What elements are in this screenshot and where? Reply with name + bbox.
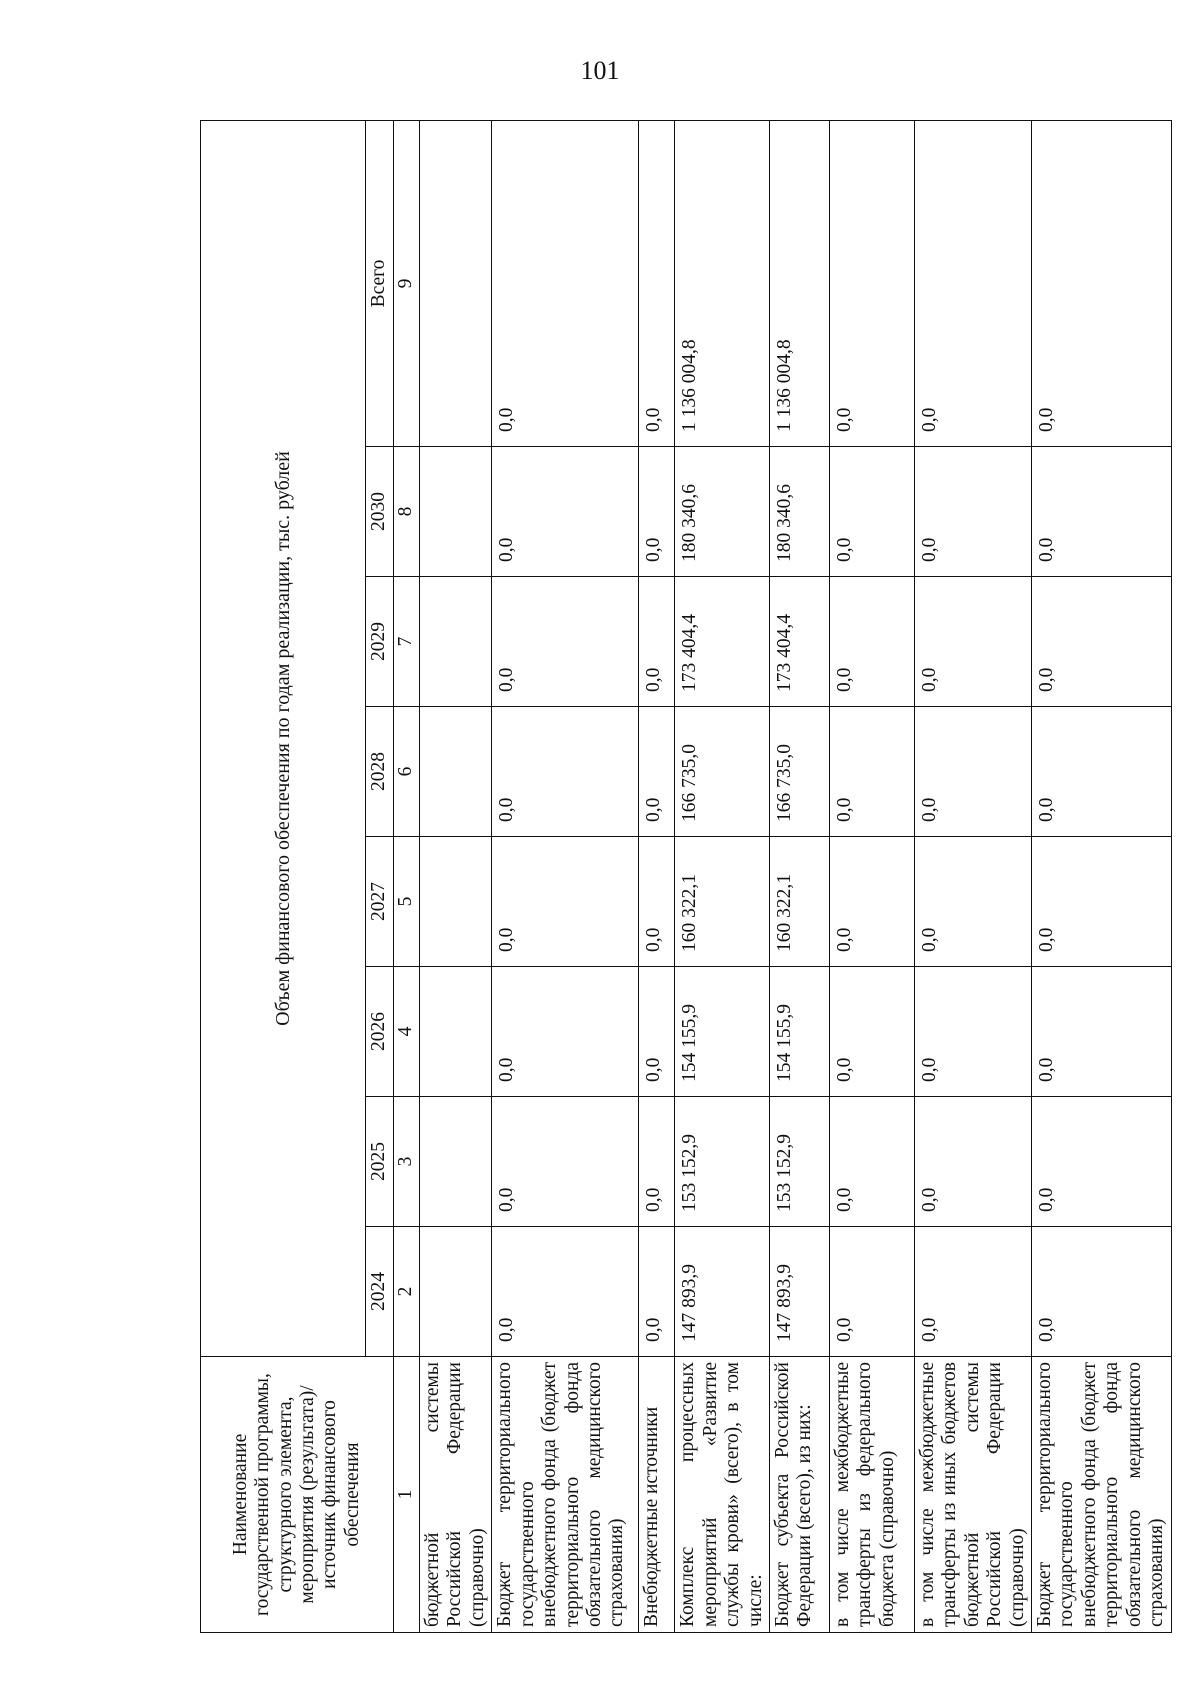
value-cell: 0,0 <box>639 447 675 577</box>
column-number: 5 <box>394 837 420 967</box>
value-cell: 0,0 <box>914 837 1031 967</box>
value-cell: 180 340,6 <box>769 447 829 577</box>
total-cell: 0,0 <box>492 120 639 446</box>
value-cell: 154 155,9 <box>769 967 829 1097</box>
value-cell: 0,0 <box>1032 577 1172 707</box>
name-column-header: Наименование государственной программы, структурного элемента, мероприятия (результата)/источник финансового обеспечения <box>201 1357 394 1633</box>
volume-header: Объем финансового обеспечения по годам реализации, тыс. рублей <box>201 120 366 1356</box>
financing-table <box>200 120 1172 1633</box>
value-cell: 166 735,0 <box>769 707 829 837</box>
year-header: 2029 <box>366 577 394 707</box>
total-cell: 0,0 <box>914 120 1031 446</box>
page-number: 101 <box>580 56 620 85</box>
total-cell: 0,0 <box>1032 120 1172 446</box>
table-row <box>914 120 1031 1632</box>
value-cell: 180 340,6 <box>675 447 770 577</box>
row-label: в том числе межбюджетные трансферты из федерального бюджета (справочно) <box>829 1357 914 1633</box>
value-cell: 0,0 <box>1032 837 1172 967</box>
row-label: в том числе межбюджетные трансферты из иных бюджетов бюджетной системы Российской Федерации (справочно) <box>914 1357 1031 1633</box>
value-cell: 0,0 <box>492 967 639 1097</box>
value-cell: 147 893,9 <box>675 1227 770 1357</box>
value-cell: 166 735,0 <box>675 707 770 837</box>
value-cell: 154 155,9 <box>675 967 770 1097</box>
row-label: Внебюджетные источники <box>639 1357 675 1633</box>
value-cell: 0,0 <box>639 967 675 1097</box>
value-cell: 0,0 <box>639 707 675 837</box>
value-cell <box>420 837 492 967</box>
total-cell: 1 136 004,8 <box>675 120 770 446</box>
value-cell <box>420 447 492 577</box>
value-cell: 0,0 <box>829 967 914 1097</box>
value-cell <box>420 1097 492 1227</box>
column-number: 2 <box>394 1227 420 1357</box>
column-number: 6 <box>394 707 420 837</box>
value-cell <box>420 1227 492 1357</box>
column-number: 7 <box>394 577 420 707</box>
table-row <box>492 120 639 1632</box>
value-cell: 0,0 <box>639 1227 675 1357</box>
table-row <box>639 120 675 1632</box>
value-cell: 0,0 <box>914 1097 1031 1227</box>
value-cell: 0,0 <box>639 837 675 967</box>
value-cell: 0,0 <box>829 837 914 967</box>
value-cell: 0,0 <box>1032 1227 1172 1357</box>
value-cell: 0,0 <box>914 967 1031 1097</box>
table-row <box>420 120 492 1632</box>
table-row <box>1032 120 1172 1632</box>
total-cell <box>420 120 492 446</box>
column-number: 3 <box>394 1097 420 1227</box>
rotated-table-container <box>200 121 1168 1633</box>
value-cell: 0,0 <box>1032 447 1172 577</box>
year-header: 2030 <box>366 447 394 577</box>
value-cell: 0,0 <box>829 447 914 577</box>
row-label: Комплекс процессных мероприятий «Развитие службы крови» (всего), в том числе: <box>675 1357 770 1633</box>
year-header: 2027 <box>366 837 394 967</box>
value-cell: 0,0 <box>914 447 1031 577</box>
value-cell: 0,0 <box>829 1227 914 1357</box>
value-cell: 160 322,1 <box>769 837 829 967</box>
value-cell: 173 404,4 <box>769 577 829 707</box>
total-header: Всего <box>366 120 394 446</box>
value-cell: 0,0 <box>914 707 1031 837</box>
table-row <box>675 120 770 1632</box>
value-cell: 0,0 <box>1032 967 1172 1097</box>
value-cell: 0,0 <box>829 1097 914 1227</box>
value-cell <box>420 577 492 707</box>
value-cell: 0,0 <box>829 577 914 707</box>
value-cell: 173 404,4 <box>675 577 770 707</box>
year-header: 2026 <box>366 967 394 1097</box>
total-cell: 0,0 <box>639 120 675 446</box>
value-cell: 0,0 <box>914 1227 1031 1357</box>
value-cell: 0,0 <box>492 1097 639 1227</box>
value-cell <box>420 967 492 1097</box>
column-number: 4 <box>394 967 420 1097</box>
year-header: 2025 <box>366 1097 394 1227</box>
value-cell: 0,0 <box>492 1227 639 1357</box>
table-row <box>769 120 829 1632</box>
total-cell: 0,0 <box>829 120 914 446</box>
value-cell: 153 152,9 <box>769 1097 829 1227</box>
row-label: Бюджет территориального государственного внебюджетного фонда (бюджет территориального фонда обязательного медицинского страхования) <box>492 1357 639 1633</box>
value-cell: 153 152,9 <box>675 1097 770 1227</box>
value-cell: 0,0 <box>1032 707 1172 837</box>
year-header: 2028 <box>366 707 394 837</box>
row-label: Бюджет субъекта Российской Федерации (всего), из них: <box>769 1357 829 1633</box>
value-cell: 0,0 <box>639 577 675 707</box>
value-cell: 0,0 <box>914 577 1031 707</box>
value-cell: 0,0 <box>829 707 914 837</box>
row-label: бюджетной системы Российской Федерации (справочно) <box>420 1357 492 1633</box>
table-row <box>829 120 914 1632</box>
value-cell <box>420 707 492 837</box>
value-cell: 0,0 <box>492 447 639 577</box>
column-number: 8 <box>394 447 420 577</box>
column-number: 9 <box>394 120 420 446</box>
value-cell: 0,0 <box>1032 1097 1172 1227</box>
column-number-row <box>394 120 420 1632</box>
value-cell: 147 893,9 <box>769 1227 829 1357</box>
value-cell: 0,0 <box>492 837 639 967</box>
value-cell: 160 322,1 <box>675 837 770 967</box>
value-cell: 0,0 <box>639 1097 675 1227</box>
row-label: Бюджет территориального государственного внебюджетного фонда (бюджет территориального фонда обязательного медицинского страхования) <box>1032 1357 1172 1633</box>
year-header: 2024 <box>366 1227 394 1357</box>
total-cell: 1 136 004,8 <box>769 120 829 446</box>
value-cell: 0,0 <box>492 707 639 837</box>
value-cell: 0,0 <box>492 577 639 707</box>
column-number: 1 <box>394 1357 420 1633</box>
